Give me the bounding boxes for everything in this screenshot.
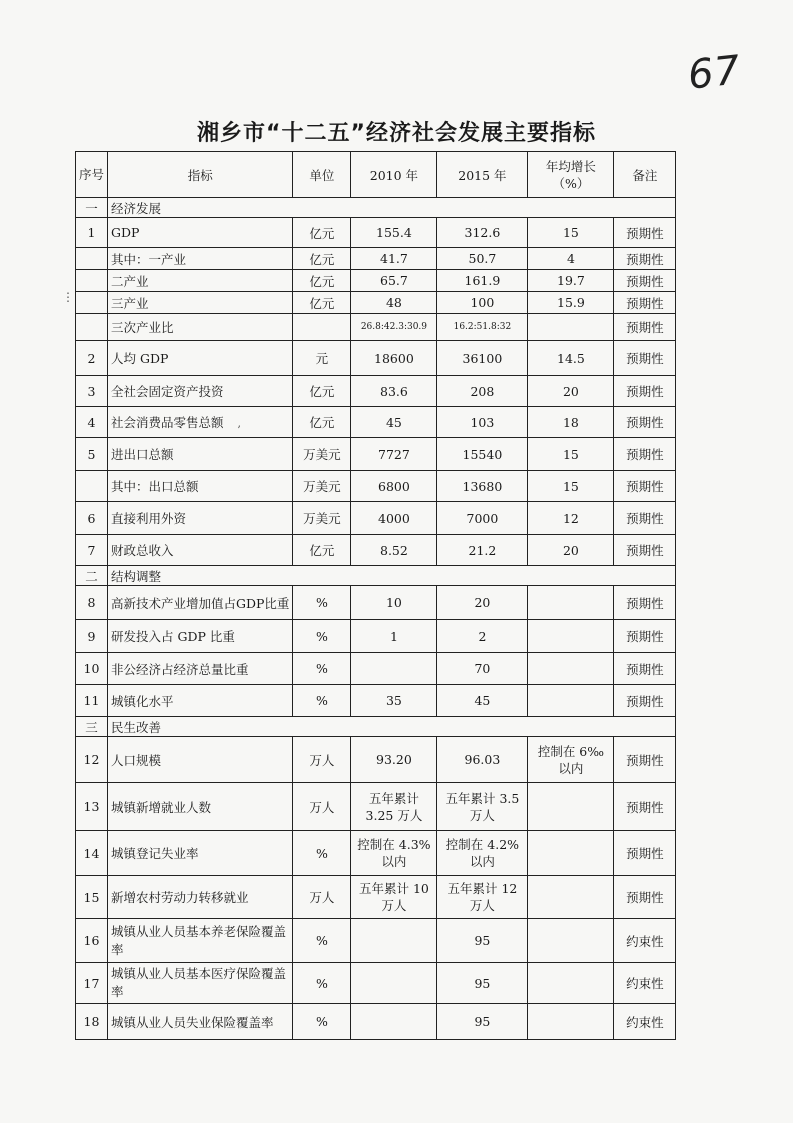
table-row [76, 919, 676, 963]
row-seq: 8 [76, 586, 108, 620]
row-note: 约束性 [614, 919, 676, 963]
table-row [76, 963, 676, 1004]
row-seq: 13 [76, 783, 108, 831]
row-2015: 50.7 [437, 248, 528, 270]
table-row [76, 407, 676, 438]
row-indicator: 其中：一产业 [108, 248, 293, 270]
table-row [76, 292, 676, 314]
row-seq: 4 [76, 407, 108, 438]
table-row [76, 620, 676, 653]
row-indicator: 三产业 [108, 292, 293, 314]
row-growth [528, 620, 614, 653]
row-seq [76, 471, 108, 502]
row-2010: 1 [351, 620, 437, 653]
row-unit: 亿元 [293, 376, 351, 407]
row-seq [76, 292, 108, 314]
row-growth: 15.9 [528, 292, 614, 314]
row-seq: 2 [76, 341, 108, 376]
table-row [76, 586, 676, 620]
row-indicator-text: 社会消费品零售总额 [111, 415, 224, 430]
row-growth: 20 [528, 376, 614, 407]
table-row [76, 438, 676, 471]
row-2010: 41.7 [351, 248, 437, 270]
row-2015: 161.9 [437, 270, 528, 292]
row-2010: 4000 [351, 502, 437, 535]
row-unit: % [293, 653, 351, 685]
table-row [76, 535, 676, 566]
row-seq: 3 [76, 376, 108, 407]
row-2015: 7000 [437, 502, 528, 535]
row-unit: % [293, 620, 351, 653]
row-growth: 20 [528, 535, 614, 566]
row-2015: 21.2 [437, 535, 528, 566]
row-seq: 11 [76, 685, 108, 717]
row-seq: 16 [76, 919, 108, 963]
row-indicator: 三次产业比 [108, 314, 293, 341]
row-2015: 20 [437, 586, 528, 620]
row-2010: 7727 [351, 438, 437, 471]
row-indicator: 城镇登记失业率 [108, 831, 293, 876]
row-indicator [108, 407, 293, 438]
row-growth: 4 [528, 248, 614, 270]
section-row [76, 717, 676, 737]
row-growth: 控制在 6‰ 以内 [528, 737, 614, 783]
header-2010: 2010 年 [351, 152, 437, 198]
row-unit: 亿元 [293, 407, 351, 438]
row-seq [76, 248, 108, 270]
row-indicator: 城镇从业人员失业保险覆盖率 [108, 1004, 293, 1040]
row-2015: 13680 [437, 471, 528, 502]
pen-mark: , [237, 417, 242, 430]
row-2015: 95 [437, 1004, 528, 1040]
header-2015: 2015 年 [437, 152, 528, 198]
row-growth [528, 963, 614, 1004]
table-row [76, 1004, 676, 1040]
row-growth [528, 876, 614, 919]
row-unit: 万人 [293, 783, 351, 831]
table-row [76, 376, 676, 407]
row-note: 预期性 [614, 471, 676, 502]
row-seq: 1 [76, 218, 108, 248]
row-2010: 45 [351, 407, 437, 438]
row-2015: 控制在 4.2% 以内 [437, 831, 528, 876]
row-unit: 万美元 [293, 438, 351, 471]
row-growth [528, 685, 614, 717]
row-unit: % [293, 1004, 351, 1040]
row-note: 预期性 [614, 876, 676, 919]
margin-mark: ⋮ [62, 290, 74, 304]
row-2015: 312.6 [437, 218, 528, 248]
row-growth [528, 831, 614, 876]
row-note: 预期性 [614, 341, 676, 376]
row-2010: 65.7 [351, 270, 437, 292]
row-note: 预期性 [614, 376, 676, 407]
row-unit: % [293, 919, 351, 963]
table-row [76, 270, 676, 292]
row-indicator: 新增农村劳动力转移就业 [108, 876, 293, 919]
row-seq: 10 [76, 653, 108, 685]
row-2015: 15540 [437, 438, 528, 471]
row-indicator: 人口规模 [108, 737, 293, 783]
row-unit: 万人 [293, 737, 351, 783]
row-seq: 14 [76, 831, 108, 876]
row-seq: 12 [76, 737, 108, 783]
row-2010: 18600 [351, 341, 437, 376]
row-note: 约束性 [614, 963, 676, 1004]
row-2015: 36100 [437, 341, 528, 376]
row-indicator: 非公经济占经济总量比重 [108, 653, 293, 685]
row-growth [528, 653, 614, 685]
row-2015: 五年累计 12 万人 [437, 876, 528, 919]
table-row [76, 471, 676, 502]
row-note: 预期性 [614, 586, 676, 620]
row-seq: 18 [76, 1004, 108, 1040]
row-2010: 控制在 4.3%以内 [351, 831, 437, 876]
row-seq: 5 [76, 438, 108, 471]
row-seq [76, 314, 108, 341]
row-2015: 95 [437, 919, 528, 963]
row-seq: 17 [76, 963, 108, 1004]
header-note: 备注 [614, 152, 676, 198]
row-growth [528, 586, 614, 620]
row-growth: 14.5 [528, 341, 614, 376]
row-growth: 18 [528, 407, 614, 438]
row-seq: 15 [76, 876, 108, 919]
table-row [76, 876, 676, 919]
row-note: 预期性 [614, 685, 676, 717]
row-2010: 93.20 [351, 737, 437, 783]
row-seq [76, 270, 108, 292]
header-row [76, 152, 676, 198]
row-unit: 元 [293, 341, 351, 376]
row-unit: 亿元 [293, 292, 351, 314]
row-note: 预期性 [614, 502, 676, 535]
row-2010: 6800 [351, 471, 437, 502]
table-row [76, 783, 676, 831]
row-seq: 9 [76, 620, 108, 653]
row-note: 预期性 [614, 314, 676, 341]
row-2015: 16.2:51.8:32 [437, 314, 528, 341]
row-note: 预期性 [614, 438, 676, 471]
row-2010 [351, 919, 437, 963]
row-indicator: 城镇化水平 [108, 685, 293, 717]
table-row [76, 685, 676, 717]
row-indicator: 人均 GDP [108, 341, 293, 376]
row-indicator: 高新技术产业增加值占GDP比重 [108, 586, 293, 620]
section-row [76, 566, 676, 586]
row-unit: % [293, 831, 351, 876]
row-indicator: 城镇从业人员基本医疗保险覆盖率 [108, 963, 293, 1004]
row-unit: 万美元 [293, 471, 351, 502]
page-title: 湘乡市“十二五”经济社会发展主要指标 [197, 121, 596, 146]
section-num: 三 [76, 717, 108, 737]
row-indicator: 直接利用外资 [108, 502, 293, 535]
row-2015: 五年累计 3.5 万人 [437, 783, 528, 831]
row-unit: 亿元 [293, 535, 351, 566]
row-2010: 五年累计 3.25 万人 [351, 783, 437, 831]
row-indicator: GDP [108, 218, 293, 248]
row-indicator: 进出口总额 [108, 438, 293, 471]
row-2015: 100 [437, 292, 528, 314]
row-unit: 亿元 [293, 218, 351, 248]
row-2010: 155.4 [351, 218, 437, 248]
row-seq: 7 [76, 535, 108, 566]
row-2010 [351, 653, 437, 685]
row-indicator: 城镇新增就业人数 [108, 783, 293, 831]
header-growth: 年均增长（%） [528, 152, 614, 198]
row-2015: 103 [437, 407, 528, 438]
row-unit: % [293, 963, 351, 1004]
row-indicator: 全社会固定资产投资 [108, 376, 293, 407]
row-note: 预期性 [614, 218, 676, 248]
section-title: 结构调整 [108, 566, 676, 586]
row-2010 [351, 963, 437, 1004]
row-growth: 15 [528, 471, 614, 502]
row-note: 预期性 [614, 620, 676, 653]
row-2015: 70 [437, 653, 528, 685]
row-2015: 2 [437, 620, 528, 653]
row-note: 预期性 [614, 248, 676, 270]
indicators-table [75, 151, 676, 1040]
row-indicator: 研发投入占 GDP 比重 [108, 620, 293, 653]
section-title: 经济发展 [108, 198, 676, 218]
row-growth: 19.7 [528, 270, 614, 292]
row-2010: 五年累计 10 万人 [351, 876, 437, 919]
table-row [76, 248, 676, 270]
row-2010 [351, 1004, 437, 1040]
row-2010: 83.6 [351, 376, 437, 407]
row-2010: 26.8:42.3:30.9 [351, 314, 437, 341]
row-unit: % [293, 685, 351, 717]
row-indicator: 城镇从业人员基本养老保险覆盖率 [108, 919, 293, 963]
row-growth: 15 [528, 218, 614, 248]
table-row [76, 314, 676, 341]
row-note: 预期性 [614, 831, 676, 876]
row-note: 预期性 [614, 292, 676, 314]
row-note: 约束性 [614, 1004, 676, 1040]
row-2015: 45 [437, 685, 528, 717]
row-note: 预期性 [614, 407, 676, 438]
row-growth [528, 919, 614, 963]
row-2015: 95 [437, 963, 528, 1004]
handwritten-page-number: 67 [685, 47, 744, 99]
table-row [76, 737, 676, 783]
row-unit: 万人 [293, 876, 351, 919]
row-2010: 48 [351, 292, 437, 314]
row-note: 预期性 [614, 653, 676, 685]
header-seq: 序号 [76, 152, 108, 198]
section-title: 民生改善 [108, 717, 676, 737]
row-unit: 亿元 [293, 248, 351, 270]
section-row [76, 198, 676, 218]
row-2010: 10 [351, 586, 437, 620]
row-note: 预期性 [614, 783, 676, 831]
row-seq: 6 [76, 502, 108, 535]
row-indicator: 二产业 [108, 270, 293, 292]
row-indicator: 财政总收入 [108, 535, 293, 566]
row-indicator: 其中：出口总额 [108, 471, 293, 502]
row-note: 预期性 [614, 270, 676, 292]
row-growth [528, 314, 614, 341]
row-unit [293, 314, 351, 341]
row-unit: 万美元 [293, 502, 351, 535]
row-unit: 亿元 [293, 270, 351, 292]
header-indicator: 指标 [108, 152, 293, 198]
row-growth [528, 1004, 614, 1040]
row-2010: 35 [351, 685, 437, 717]
table-row [76, 218, 676, 248]
header-unit: 单位 [293, 152, 351, 198]
table-row [76, 653, 676, 685]
row-2015: 96.03 [437, 737, 528, 783]
section-num: 一 [76, 198, 108, 218]
row-growth: 12 [528, 502, 614, 535]
row-2015: 208 [437, 376, 528, 407]
row-growth: 15 [528, 438, 614, 471]
section-num: 二 [76, 566, 108, 586]
table-row [76, 502, 676, 535]
row-growth [528, 783, 614, 831]
row-unit: % [293, 586, 351, 620]
row-note: 预期性 [614, 737, 676, 783]
table-row [76, 831, 676, 876]
row-2010: 8.52 [351, 535, 437, 566]
table-row [76, 341, 676, 376]
row-note: 预期性 [614, 535, 676, 566]
